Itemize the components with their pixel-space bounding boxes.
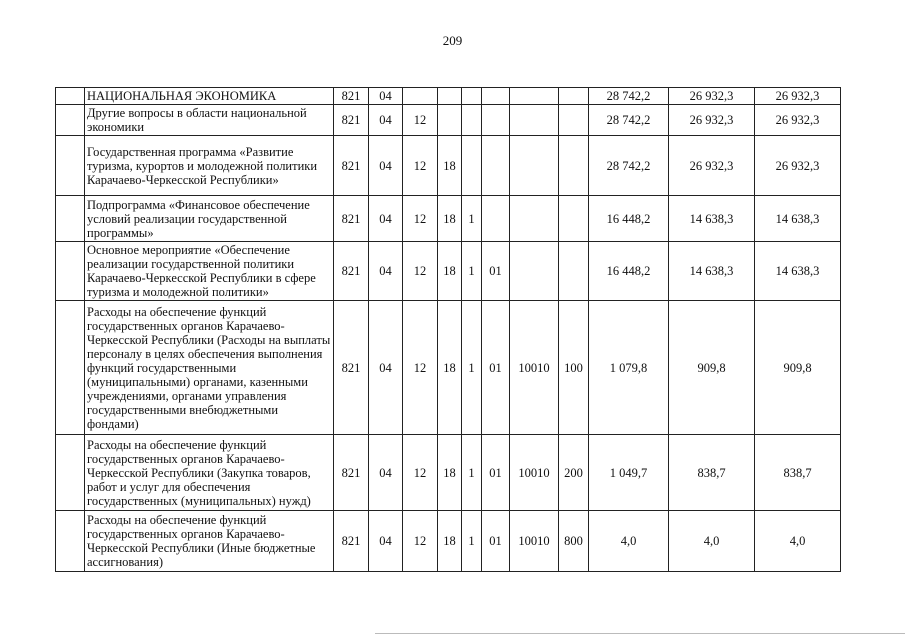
row-name: Расходы на обеспечение функций государственных органов Карачаево-Черкесской Республики (Закупка товаров, работ и услуг для обеспечения государственных (муниципальных) нужд) <box>85 435 334 511</box>
code-cell: 01 <box>482 301 510 435</box>
code-cell: 01 <box>482 242 510 301</box>
table-row <box>56 136 841 196</box>
code-cell: 18 <box>438 242 462 301</box>
amount-cell: 838,7 <box>755 435 841 511</box>
table-row <box>56 105 841 136</box>
page-number: 209 <box>442 33 463 48</box>
amount-cell: 909,8 <box>755 301 841 435</box>
code-cell <box>510 88 559 105</box>
table-row <box>56 88 841 105</box>
amount-cell: 28 742,2 <box>589 88 669 105</box>
amount-cell: 14 638,3 <box>669 242 755 301</box>
row-name: Подпрограмма «Финансовое обеспечение условий реализации государственной программы» <box>85 196 334 242</box>
amount-cell: 14 638,3 <box>755 196 841 242</box>
code-cell: 821 <box>334 105 369 136</box>
amount-cell: 4,0 <box>589 511 669 572</box>
code-cell: 04 <box>369 88 403 105</box>
page-bottom-edge <box>375 633 905 634</box>
code-cell: 1 <box>462 196 482 242</box>
code-cell: 1 <box>462 511 482 572</box>
code-cell: 04 <box>369 105 403 136</box>
table-row <box>56 301 841 435</box>
amount-cell: 26 932,3 <box>755 88 841 105</box>
code-cell: 12 <box>403 511 438 572</box>
code-cell: 12 <box>403 242 438 301</box>
amount-cell: 26 932,3 <box>755 105 841 136</box>
code-cell: 12 <box>403 301 438 435</box>
amount-cell: 838,7 <box>669 435 755 511</box>
code-cell <box>462 105 482 136</box>
table-row <box>56 511 841 572</box>
code-cell <box>403 88 438 105</box>
code-cell <box>462 88 482 105</box>
code-cell: 821 <box>334 88 369 105</box>
table-body <box>56 88 841 572</box>
code-cell: 18 <box>438 511 462 572</box>
amount-cell: 16 448,2 <box>589 242 669 301</box>
code-cell: 04 <box>369 301 403 435</box>
amount-cell: 26 932,3 <box>669 105 755 136</box>
blank-cell <box>56 88 85 105</box>
blank-cell <box>56 105 85 136</box>
amount-cell: 16 448,2 <box>589 196 669 242</box>
amount-cell: 4,0 <box>755 511 841 572</box>
code-cell <box>559 196 589 242</box>
code-cell: 1 <box>462 242 482 301</box>
code-cell: 01 <box>482 435 510 511</box>
code-cell: 01 <box>482 511 510 572</box>
amount-cell: 14 638,3 <box>755 242 841 301</box>
code-cell: 100 <box>559 301 589 435</box>
code-cell: 04 <box>369 196 403 242</box>
row-name: Другие вопросы в области национальной экономики <box>85 105 334 136</box>
code-cell: 821 <box>334 511 369 572</box>
code-cell: 10010 <box>510 301 559 435</box>
amount-cell: 28 742,2 <box>589 136 669 196</box>
row-name: Государственная программа «Развитие туризма, курортов и молодежной политики Карачаево-Черкесской Республики» <box>85 136 334 196</box>
blank-cell <box>56 242 85 301</box>
code-cell <box>482 88 510 105</box>
code-cell <box>510 196 559 242</box>
code-cell <box>559 105 589 136</box>
code-cell: 04 <box>369 435 403 511</box>
blank-cell <box>56 196 85 242</box>
amount-cell: 1 049,7 <box>589 435 669 511</box>
table-row <box>56 242 841 301</box>
code-cell: 04 <box>369 136 403 196</box>
blank-cell <box>56 301 85 435</box>
table-row <box>56 196 841 242</box>
code-cell <box>559 242 589 301</box>
code-cell: 18 <box>438 301 462 435</box>
amount-cell: 4,0 <box>669 511 755 572</box>
code-cell <box>559 136 589 196</box>
code-cell: 04 <box>369 242 403 301</box>
row-name: Расходы на обеспечение функций государственных органов Карачаево-Черкесской Республики (Расходы на выплаты персоналу в целях обеспечения выполнения функций государственными (муниципальными) органами, казенными учреждениями, органами управления государственными внебюджетными фондами) <box>85 301 334 435</box>
code-cell: 18 <box>438 136 462 196</box>
code-cell: 821 <box>334 196 369 242</box>
budget-table <box>55 87 841 572</box>
code-cell: 04 <box>369 511 403 572</box>
code-cell: 10010 <box>510 511 559 572</box>
code-cell: 821 <box>334 435 369 511</box>
code-cell: 12 <box>403 105 438 136</box>
blank-cell <box>56 435 85 511</box>
code-cell: 1 <box>462 435 482 511</box>
blank-cell <box>56 511 85 572</box>
code-cell: 12 <box>403 196 438 242</box>
amount-cell: 26 932,3 <box>669 88 755 105</box>
code-cell <box>510 242 559 301</box>
row-name: Расходы на обеспечение функций государственных органов Карачаево-Черкесской Республики (Иные бюджетные ассигнования) <box>85 511 334 572</box>
amount-cell: 909,8 <box>669 301 755 435</box>
code-cell: 821 <box>334 136 369 196</box>
amount-cell: 28 742,2 <box>589 105 669 136</box>
code-cell: 821 <box>334 242 369 301</box>
code-cell <box>510 136 559 196</box>
amount-cell: 26 932,3 <box>669 136 755 196</box>
code-cell: 1 <box>462 301 482 435</box>
amount-cell: 14 638,3 <box>669 196 755 242</box>
code-cell <box>438 105 462 136</box>
code-cell: 18 <box>438 435 462 511</box>
amount-cell: 1 079,8 <box>589 301 669 435</box>
row-name: Основное мероприятие «Обеспечение реализации государственной политики Карачаево-Черкесской Республики в сфере туризма и молодежной политики» <box>85 242 334 301</box>
amount-cell: 26 932,3 <box>755 136 841 196</box>
table-row <box>56 435 841 511</box>
code-cell <box>559 88 589 105</box>
code-cell: 18 <box>438 196 462 242</box>
code-cell: 821 <box>334 301 369 435</box>
blank-cell <box>56 136 85 196</box>
code-cell: 200 <box>559 435 589 511</box>
code-cell <box>462 136 482 196</box>
code-cell <box>482 196 510 242</box>
code-cell: 10010 <box>510 435 559 511</box>
code-cell: 800 <box>559 511 589 572</box>
code-cell <box>438 88 462 105</box>
row-name: НАЦИОНАЛЬНАЯ ЭКОНОМИКА <box>85 88 334 105</box>
code-cell <box>482 105 510 136</box>
code-cell <box>482 136 510 196</box>
code-cell: 12 <box>403 136 438 196</box>
code-cell: 12 <box>403 435 438 511</box>
code-cell <box>510 105 559 136</box>
